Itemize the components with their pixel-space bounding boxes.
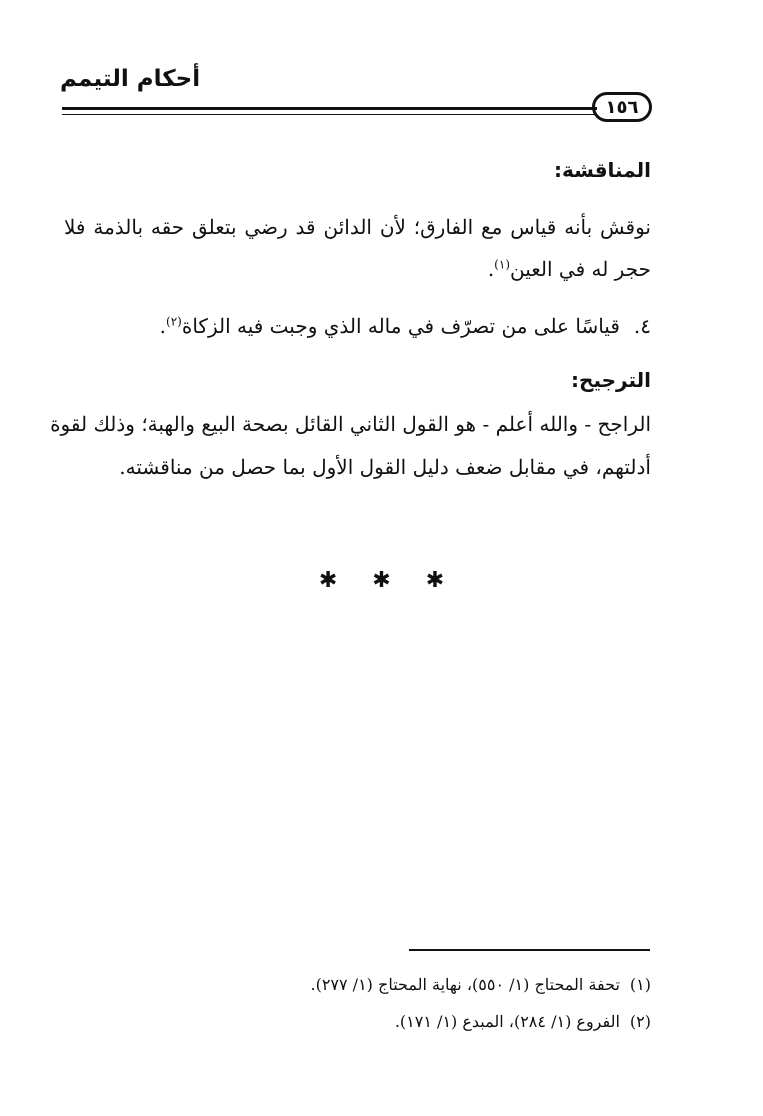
footnote-text: الفروع (١/ ٢٨٤)، المبدع (١/ ١٧١). (394, 1012, 620, 1031)
separator-star-icon: ✱ (425, 568, 445, 593)
paragraph-line (488, 257, 651, 281)
footnote-text: تحفة المحتاج (١/ ٥٥٠)، نهاية المحتاج (١/ ٢٧٧). (310, 975, 620, 994)
page-number: ١٥٦ (592, 92, 652, 122)
punctuation: . (487, 257, 495, 281)
paragraph-line: الراجح - والله أعلم - هو القول الثاني القائل بصحة البيع والهبة؛ وذلك لقوة (50, 412, 651, 436)
running-title: أحكام التيمم (60, 66, 201, 92)
paragraph-text: حجر له في العين (510, 257, 651, 281)
list-item (160, 314, 651, 338)
footnote (395, 1012, 651, 1031)
footnote-ref: (١) (494, 257, 510, 272)
section-heading-preference: الترجيح: (571, 368, 651, 392)
separator-star-icon: ✱ (318, 568, 338, 593)
footnote-number: (٢) (629, 1012, 651, 1031)
footnote-divider (409, 949, 650, 951)
paragraph-line: أدلتهم، في مقابل ضعف دليل القول الأول بما حصل من مناقشته. (119, 455, 651, 479)
punctuation: . (159, 314, 167, 338)
footnote-number: (١) (629, 975, 651, 994)
header-rule-thin (62, 114, 597, 115)
separator-star-icon: ✱ (372, 568, 391, 593)
section-heading-discussion: المناقشة: (553, 158, 651, 182)
list-item-number: ٤. (633, 314, 651, 338)
footnote (310, 975, 651, 994)
footnote-ref: (٢) (166, 314, 182, 329)
section-separator (0, 568, 763, 593)
paragraph-line: نوقش بأنه قياس مع الفارق؛ لأن الدائن قد رضي بتعلق حقه بالذمة فلا (64, 215, 651, 239)
list-item-text: قياسًا على من تصرّف في ماله الذي وجبت فيه الزكاة (181, 314, 620, 338)
header-rule-thick (62, 107, 597, 110)
